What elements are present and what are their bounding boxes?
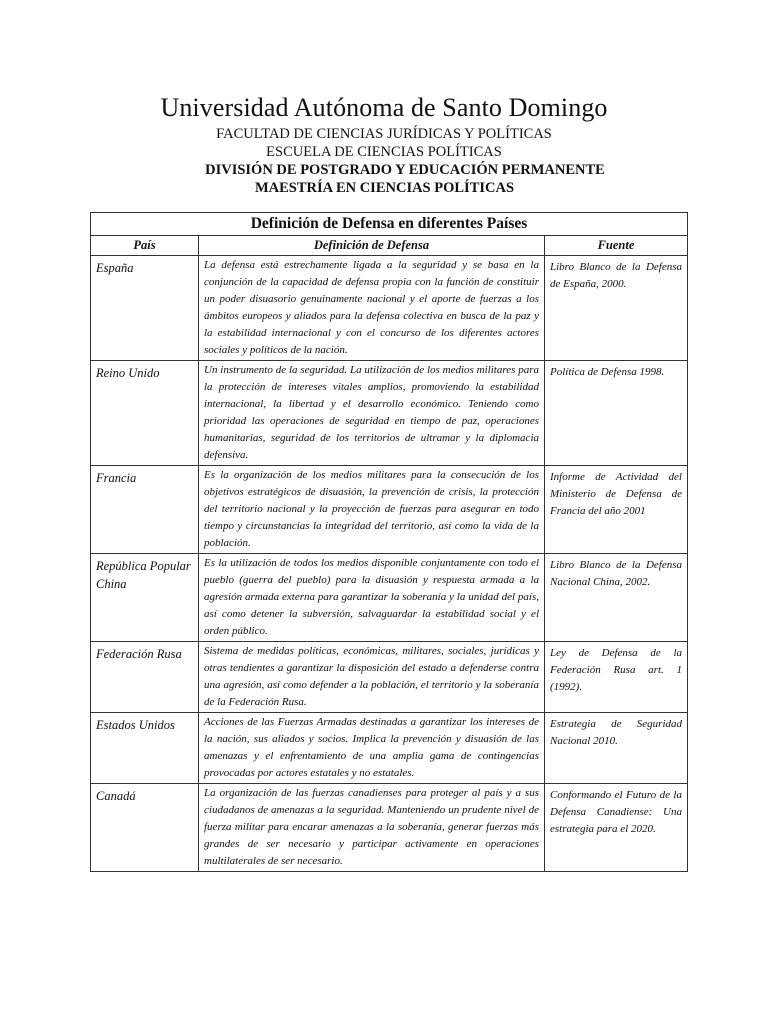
source-cell: Ley de Defensa de la Federación Rusa art. 1 (1992).	[545, 642, 688, 713]
definition-cell: Es la organización de los medios militares para la consecución de los objetivos estratégicos de disuasión, la prevención de crisis, la protección del territorio nacional y la proyección de fuerzas para asegurar en todo tiempo y circunstancias la integridad del territorio, así como la vida de la población.	[199, 466, 545, 554]
definition-cell: Acciones de las Fuerzas Armadas destinadas a garantizar los intereses de la nación, sus aliados y socios. Implica la prevención y disuasión de las amenazas y el enfrentamiento de una amplia gama de contingencias provocadas por actores estatales y no estatales.	[199, 713, 545, 784]
definition-cell: Un instrumento de la seguridad. La utilización de los medios militares para la protección de intereses vitales amplios, promoviendo la estabilidad internacional, la libertad y el desarrollo económico. Teniendo como prioridad las operaciones de seguridad en tiempo de paz, operaciones humanitarias, seguridad de los territorios de ultramar y la diplomacia defensiva.	[199, 361, 545, 466]
country-cell: República Popular China	[91, 554, 199, 642]
source-cell: Política de Defensa 1998.	[545, 361, 688, 466]
source-cell: Conformando el Futuro de la Defensa Canadiense: Una estrategia para el 2020.	[545, 784, 688, 872]
table-header-row	[91, 236, 688, 256]
school-name: ESCUELA DE CIENCIAS POLÍTICAS	[266, 144, 502, 160]
document-header	[0, 93, 768, 197]
country-cell: España	[91, 256, 199, 361]
table-row	[91, 554, 688, 642]
table-row	[91, 256, 688, 361]
definition-cell: La defensa está estrechamente ligada a la seguridad y se basa en la conjunción de la capacidad de defensa propia con la función de constituir un poder disuasorio genuinamente nacional y el aporte de fuerzas a los ámbitos europeos y aliados para la defensa colectiva en busca de la paz y la estabilidad internacional y con el concurso de los diferentes actores sociales y políticos de la nación.	[199, 256, 545, 361]
column-header-country: País	[91, 236, 199, 256]
column-header-definition: Definición de Defensa	[199, 236, 545, 256]
country-cell: Reino Unido	[91, 361, 199, 466]
definition-cell: Sistema de medidas políticas, económicas, militares, sociales, jurídicas y otras tendientes a garantizar la disposición del estado a defenderse contra una agresión, así como defender a la población, el territorio y la soberanía de la Federación Rusa.	[199, 642, 545, 713]
definition-cell: La organización de las fuerzas canadienses para proteger al país y a sus ciudadanos de amenazas a la seguridad. Manteniendo un prudente nivel de fuerza militar para encarar amenazas a la soberanía, generar fuerzas más grandes de ser necesario y participar activamente en operaciones multilaterales de ser necesario.	[199, 784, 545, 872]
defense-definitions-table	[90, 212, 688, 872]
country-cell: Canadá	[91, 784, 199, 872]
source-cell: Libro Blanco de la Defensa de España, 2000.	[545, 256, 688, 361]
table-row	[91, 642, 688, 713]
country-cell: Federación Rusa	[91, 642, 199, 713]
country-cell: Estados Unidos	[91, 713, 199, 784]
source-cell: Estrategia de Seguridad Nacional 2010.	[545, 713, 688, 784]
definition-cell: Es la utilización de todos los medios disponible conjuntamente con todo el pueblo (guerra del pueblo) para la disuasión y respuesta armada a la agresión armada externa para garantizar la soberanía y la unidad del país, así como detener la subversión, salvaguardar la estabilidad social y el orden público.	[199, 554, 545, 642]
table-row	[91, 784, 688, 872]
table-row	[91, 713, 688, 784]
table-row	[91, 361, 688, 466]
university-name: Universidad Autónoma de Santo Domingo	[160, 93, 608, 122]
source-cell: Libro Blanco de la Defensa Nacional China, 2002.	[545, 554, 688, 642]
table-title: Definición de Defensa en diferentes Países	[91, 213, 688, 236]
faculty-name: FACULTAD DE CIENCIAS JURÍDICAS Y POLÍTICAS	[216, 126, 552, 142]
column-header-source: Fuente	[545, 236, 688, 256]
table-row	[91, 466, 688, 554]
division-name: DIVISIÓN DE POSTGRADO Y EDUCACIÓN PERMANENTE	[205, 162, 605, 178]
country-cell: Francia	[91, 466, 199, 554]
table-title-row	[91, 213, 688, 236]
source-cell: Informe de Actividad del Ministerio de Defensa de Francia del año 2001	[545, 466, 688, 554]
masters-name: MAESTRÍA EN CIENCIAS POLÍTICAS	[254, 180, 515, 196]
